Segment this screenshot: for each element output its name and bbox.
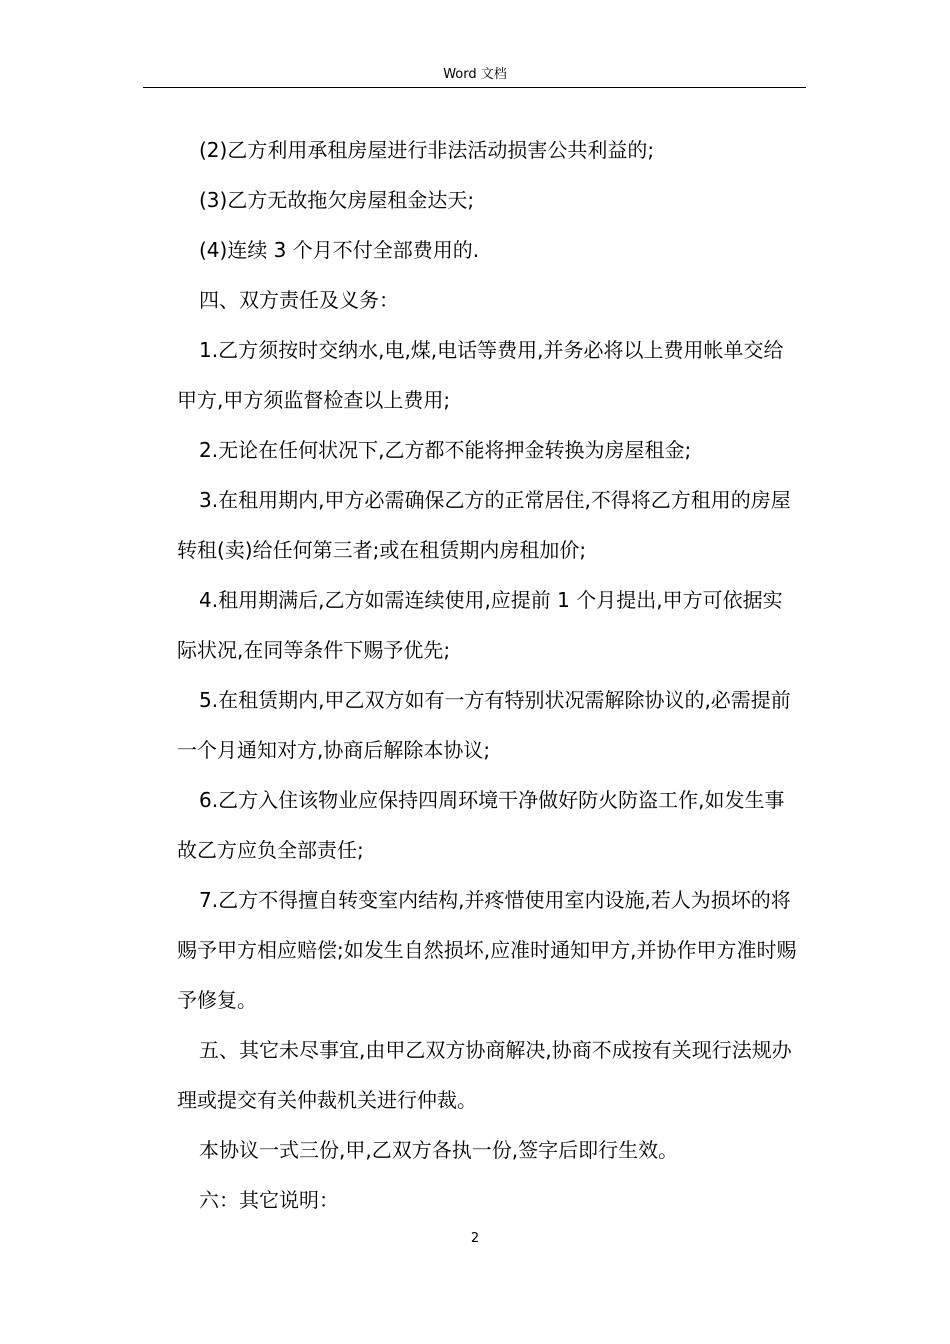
- section-5-other-matters: 五、其它未尽事宜,由甲乙双方协商解决,协商不成按有关现行法规办理或提交有关仲裁机关进行仲裁。: [177, 1038, 792, 1112]
- duty-4-renewal-priority: 4.租用期满后,乙方如需连续使用,应提前 1 个月提出,甲方可依据实际状况,在同等条件下赐予优先;: [177, 588, 783, 662]
- duty-7-structure-and-repair: 7.乙方不得擅自转变室内结构,并疼惜使用室内设施,若人为损坏的将赐予甲方相应赔偿;如发生自然损坏,应准时通知甲方,并协作甲方准时赐予修复。: [177, 888, 797, 1012]
- page-number: 2: [470, 1231, 480, 1246]
- duty-3-normal-residence: 3.在租用期内,甲方必需确保乙方的正常居住,不得将乙方租用的房屋转租(卖)给任何第三者;或在租赁期内房租加价;: [177, 488, 791, 562]
- duty-6-safety: 6.乙方入住该物业应保持四周环境干净做好防火防盗工作,如发生事故乙方应负全部责任;: [177, 788, 785, 862]
- agreement-copies-statement: 本协议一式三份,甲,乙双方各执一份,签字后即行生效。: [199, 1138, 679, 1162]
- document-header-title: Word 文档: [443, 67, 507, 82]
- clause-3-rent-arrears: (3)乙方无故拖欠房屋租金达天;: [199, 188, 475, 212]
- duty-1-utility-fees: 1.乙方须按时交纳水,电,煤,电话等费用,并务必将以上费用帐单交给甲方,甲方须监督检查以上费用;: [177, 338, 784, 412]
- section-6-other-notes-heading: 六：其它说明：: [199, 1188, 339, 1212]
- header-divider: [143, 87, 806, 88]
- duty-2-deposit: 2.无论在任何状况下,乙方都不能将押金转换为房屋租金;: [199, 438, 692, 462]
- section-heading-responsibilities: 四、双方责任及义务：: [199, 288, 399, 312]
- duty-5-early-termination: 5.在租赁期内,甲乙双方如有一方有特别状况需解除协议的,必需提前一个月通知对方,协商后解除本协议;: [177, 688, 791, 762]
- document-body: [177, 125, 802, 1225]
- clause-2-illegal-activity: (2)乙方利用承租房屋进行非法活动损害公共利益的;: [199, 138, 655, 162]
- clause-4-unpaid-fees: (4)连续 3 个月不付全部费用的.: [199, 238, 480, 262]
